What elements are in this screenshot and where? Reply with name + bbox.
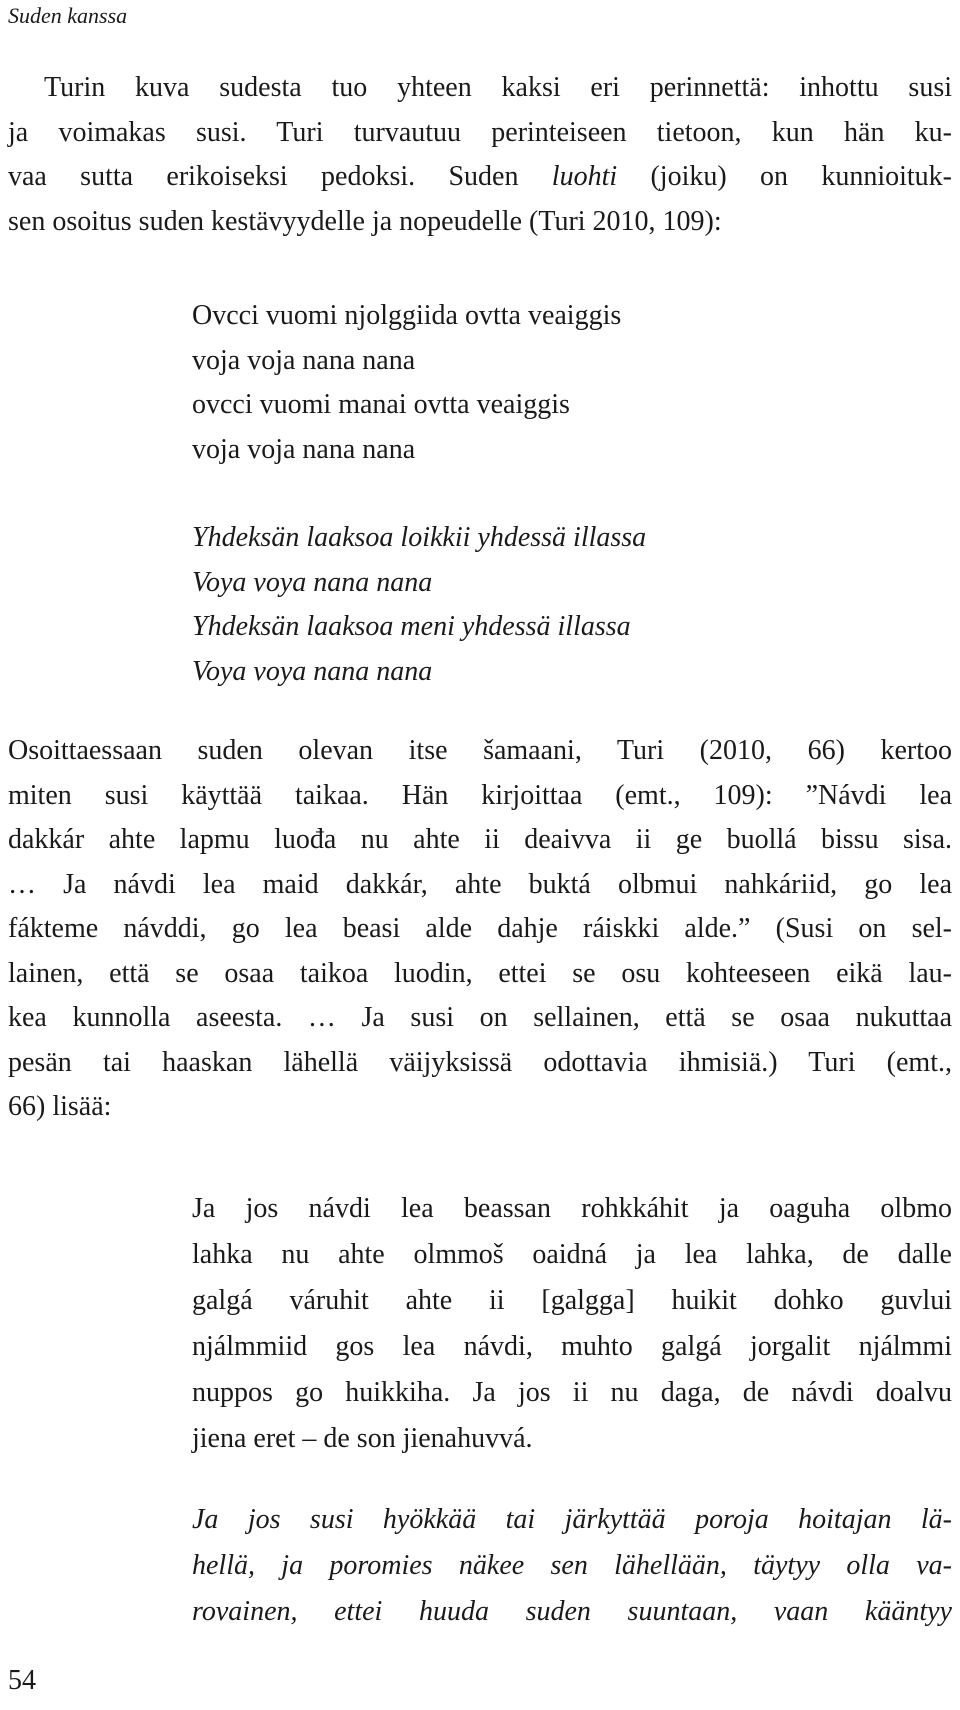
text-line: … Ja návdi lea maid dakkár, ahte buktá olbmui nahkáriid, go lea <box>8 868 952 900</box>
body-paragraph <box>8 729 952 1130</box>
sami-block-quote <box>192 1186 952 1462</box>
text-line: lainen, että se osaa taikoa luodin, ettei se osu kohteeseen eikä lau- <box>8 957 952 989</box>
text-line: fákteme návddi, go lea beasi alde dahje ráiskki alde.” (Susi on sel- <box>8 913 952 944</box>
verse-line: Ovcci vuomi njolggiida ovtta veaiggis <box>192 300 622 331</box>
text-line: dakkár ahte lapmu luođa nu ahte ii deaivva ii ge buollá bissu sisa. <box>8 824 952 855</box>
quote-line: nuppos go huikkiha. Ja jos ii nu daga, de návdi doalvu <box>192 1377 952 1408</box>
verse-line: voja voja nana nana <box>192 344 416 376</box>
quote-line: jiena eret – de son jienahuvvá. <box>192 1423 533 1454</box>
text-line: Turin kuva sudesta tuo yhteen kaksi eri perinnettä: inhottu susi <box>44 72 952 103</box>
verse-line: Voya voya nana nana <box>192 566 433 598</box>
intro-paragraph <box>8 66 952 244</box>
verse-line: Yhdeksän laaksoa meni yhdessä illassa <box>192 611 631 642</box>
quote-line: Ja jos návdi lea beassan rohkkáhit ja oaguha olbmo <box>192 1193 952 1224</box>
quote-line: hellä, ja poromies näkee sen lähellään, täytyy olla va- <box>192 1550 952 1581</box>
text-line: 66) lisää: <box>8 1091 112 1122</box>
quote-line: galgá váruhit ahte ii [galgga] huikit dohko guvlui <box>192 1285 952 1316</box>
text-line: sen osoitus suden kestävyydelle ja nopeudelle (Turi 2010, 109): <box>8 205 722 237</box>
italic-term-luohti: luohti <box>551 161 618 192</box>
text-fragment: (joiku) on kunnioituk- <box>617 161 952 192</box>
text-line <box>8 155 952 200</box>
quote-line: njálmmiid gos lea návdi, muhto galgá jorgalit njálmmi <box>192 1331 952 1362</box>
quote-line: Ja jos susi hyökkää tai järkyttää poroja hoitajan lä- <box>192 1504 952 1535</box>
verse-line: voja voja nana nana <box>192 433 416 465</box>
sami-verse <box>192 294 952 472</box>
verse-line: Voya voya nana nana <box>192 655 433 687</box>
verse-line: ovcci vuomi manai ovtta veaiggis <box>192 389 570 420</box>
quote-line: rovainen, ettei huuda suden suuntaan, vaan kääntyy <box>192 1596 952 1627</box>
page-number: 54 <box>8 1665 36 1696</box>
finnish-block-quote-translation <box>192 1497 952 1635</box>
verse-line: Yhdeksän laaksoa loikkii yhdessä illassa <box>192 522 647 553</box>
text-line: miten susi käyttää taikaa. Hän kirjoittaa (emt., 109): ”Návdi lea <box>8 779 952 811</box>
running-header: Suden kanssa <box>8 3 128 28</box>
text-line: pesän tai haaskan lähellä väijyksissä odottavia ihmisiä.) Turi (emt., <box>8 1046 952 1078</box>
text-line: kea kunnolla aseesta. … Ja susi on sellainen, että se osaa nukuttaa <box>8 1002 952 1033</box>
finnish-verse-translation <box>192 516 952 694</box>
text-line: ja voimakas susi. Turi turvautuu perinteiseen tietoon, kun hän ku- <box>8 116 952 148</box>
text-fragment: vaa sutta erikoiseksi pedoksi. Suden <box>8 161 552 192</box>
text-line: Osoittaessaan suden olevan itse šamaani, Turi (2010, 66) kertoo <box>8 735 952 766</box>
quote-line: lahka nu ahte olmmoš oaidná ja lea lahka, de dalle <box>192 1239 952 1270</box>
